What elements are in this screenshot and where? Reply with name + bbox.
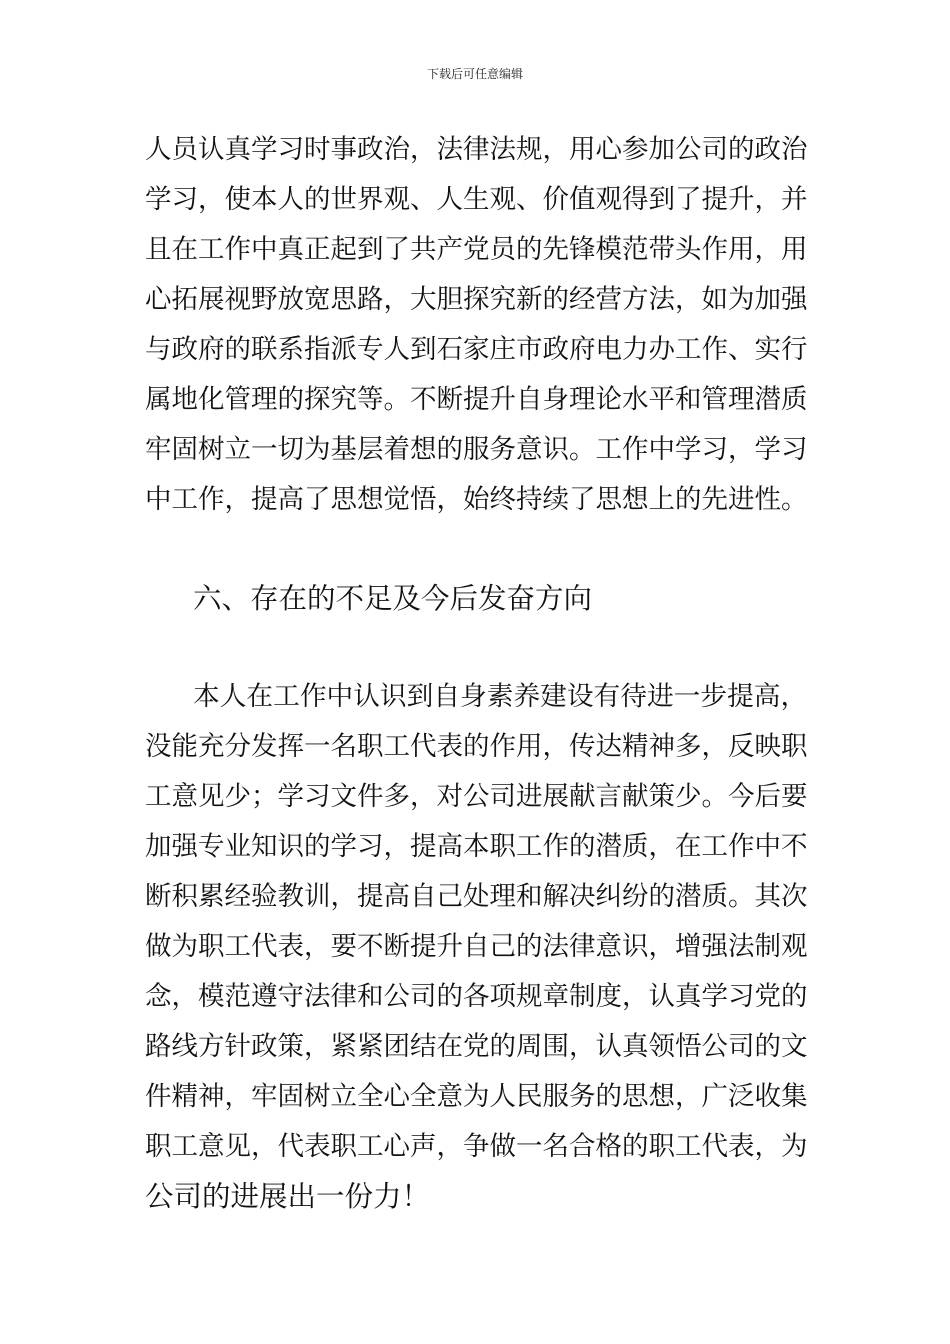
paragraph-line: 没能充分发挥一名职工代表的作用，传达精神多，反映职 (145, 731, 808, 762)
paragraph-line: 工意见少；学习文件多，对公司进展献言献策少。今后要 (145, 781, 808, 812)
paragraph-line: 做为职工代表，要不断提升自己的法律意识，增强法制观 (145, 931, 808, 962)
paragraph-line: 断积累经验教训，提高自己处理和解决纠纷的潜质。其次 (145, 881, 808, 912)
page-header: 下载后可任意编辑 (426, 67, 523, 81)
paragraph-line: 本人在工作中认识到自身素养建设有待进一步提高， (193, 681, 808, 712)
paragraph-line: 学习，使本人的世界观、人生观、价值观得到了提升，并 (145, 184, 808, 215)
paragraph-line: 加强专业知识的学习，提高本职工作的潜质，在工作中不 (145, 831, 808, 862)
paragraph-line: 且在工作中真正起到了共产党员的先锋模范带头作用，用 (145, 234, 808, 265)
paragraph-line: 念，模范遵守法律和公司的各项规章制度，认真学习党的 (145, 981, 808, 1012)
section-heading: 六、存在的不足及今后发奋方向 (193, 582, 593, 615)
paragraph-line: 职工意见，代表职工心声，争做一名合格的职工代表，为 (145, 1131, 808, 1162)
paragraph-line: 牢固树立一切为基层着想的服务意识。工作中学习，学习 (145, 434, 808, 465)
paragraph-line: 属地化管理的探究等。不断提升自身理论水平和管理潜质 (145, 384, 808, 415)
paragraph-line: 与政府的联系指派专人到石家庄市政府电力办工作、实行 (145, 334, 808, 365)
paragraph-line: 公司的进展出一份力！ (145, 1180, 431, 1213)
paragraph-line: 中工作，提高了思想觉悟，始终持续了思想上的先进性。 (145, 484, 808, 515)
paragraph-line: 心拓展视野放宽思路，大胆探究新的经营方法，如为加强 (145, 284, 808, 315)
paragraph-line: 件精神，牢固树立全心全意为人民服务的思想，广泛收集 (145, 1081, 808, 1112)
paragraph-line: 路线方针政策，紧紧团结在党的周围，认真领悟公司的文 (145, 1031, 808, 1062)
paragraph-line: 人员认真学习时事政治，法律法规，用心参加公司的政治 (145, 134, 808, 165)
